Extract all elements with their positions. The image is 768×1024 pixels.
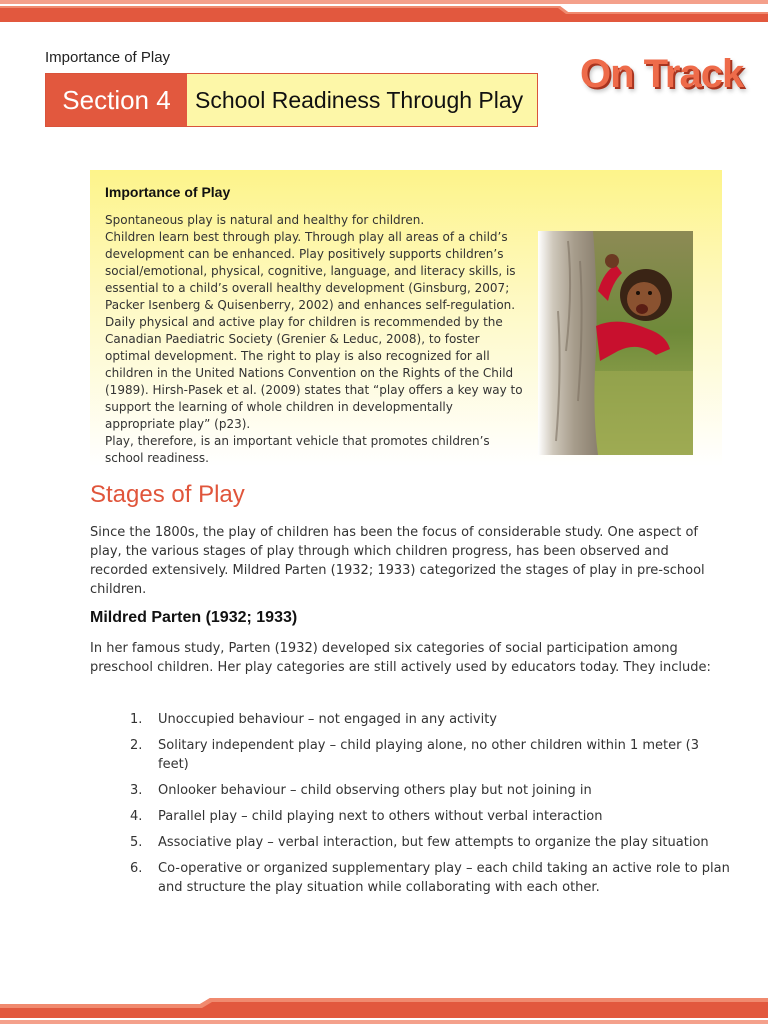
list-item: [130, 736, 730, 774]
list-text: Co-operative or organized supplementary play – each child taking an active role to plan and structure the play situation while collaborating with each other.: [158, 861, 730, 895]
bottom-decorative-band: [0, 994, 768, 1024]
stages-heading: Stages of Play: [90, 481, 245, 508]
callout-line: Children learn best through play. Through play all areas of a child’s development can be enhanced. Play positively supports children’s social/emotional, physical, cognitive, language, and literacy skills, is essential to a child’s overall healthy development (Ginsburg, 2007; Packer Isenberg & Quisenberry, 2002) and enhances self-regulation. Daily physical and active play for children is recommended by the Canadian Paediatric Society (Grenier & Leduc, 2008), to foster optimal development. The right to play is also recognized for all children in the United Nations Convention on the Rights of the Child (1989). Hirsh-Pasek et al. (2009) states that “play offers a key way to support the learning of whole children in developmentally appropriate play” (p23).: [105, 230, 523, 431]
list-text: Associative play – verbal interaction, but few attempts to organize the play situation: [158, 835, 709, 850]
list-number: 2.: [130, 738, 143, 753]
list-item: [130, 807, 730, 826]
list-item: [130, 833, 730, 852]
list-number: 5.: [130, 835, 143, 850]
list-text: Unoccupied behaviour – not engaged in any activity: [158, 712, 497, 727]
section-banner: [45, 73, 538, 127]
parten-subheading: Mildred Parten (1932; 1933): [90, 609, 298, 626]
section-number: Section 4: [46, 74, 187, 126]
callout-body: [105, 212, 525, 467]
section-title: School Readiness Through Play: [187, 74, 537, 126]
stages-intro: Since the 1800s, the play of children has been the focus of considerable study. One aspect of play, the various stages of play through which children progress, has been observed and recorded extensively. Mildred Parten (1932; 1933) categorized the stages of play in pre-school children.: [90, 525, 705, 597]
callout-title: Importance of Play: [105, 184, 231, 200]
list-number: 1.: [130, 712, 143, 727]
list-text: Solitary independent play – child playing alone, no other children within 1 meter (3 feet): [158, 738, 699, 772]
list-number: 4.: [130, 809, 143, 824]
play-stages-list: [130, 710, 730, 904]
callout-line: Spontaneous play is natural and healthy for children.: [105, 213, 425, 227]
list-text: Onlooker behaviour – child observing others play but not joining in: [158, 783, 592, 798]
list-number: 6.: [130, 861, 143, 876]
header-label: Importance of Play: [45, 49, 171, 66]
top-decorative-band: [0, 0, 768, 26]
list-text: Parallel play – child playing next to others without verbal interaction: [158, 809, 603, 824]
list-item: [130, 859, 730, 897]
list-item: [130, 710, 730, 729]
list-number: 3.: [130, 783, 143, 798]
list-item: [130, 781, 730, 800]
importance-callout: [90, 170, 722, 466]
on-track-logo: On Track: [580, 52, 744, 96]
callout-line: Play, therefore, is an important vehicle that promotes children’s school readiness.: [105, 434, 490, 465]
parten-paragraph: In her famous study, Parten (1932) developed six categories of social participation among preschool children. Her play categories are still actively used by educators today. They include:: [90, 641, 711, 675]
child-behind-tree-photo: [538, 231, 693, 455]
